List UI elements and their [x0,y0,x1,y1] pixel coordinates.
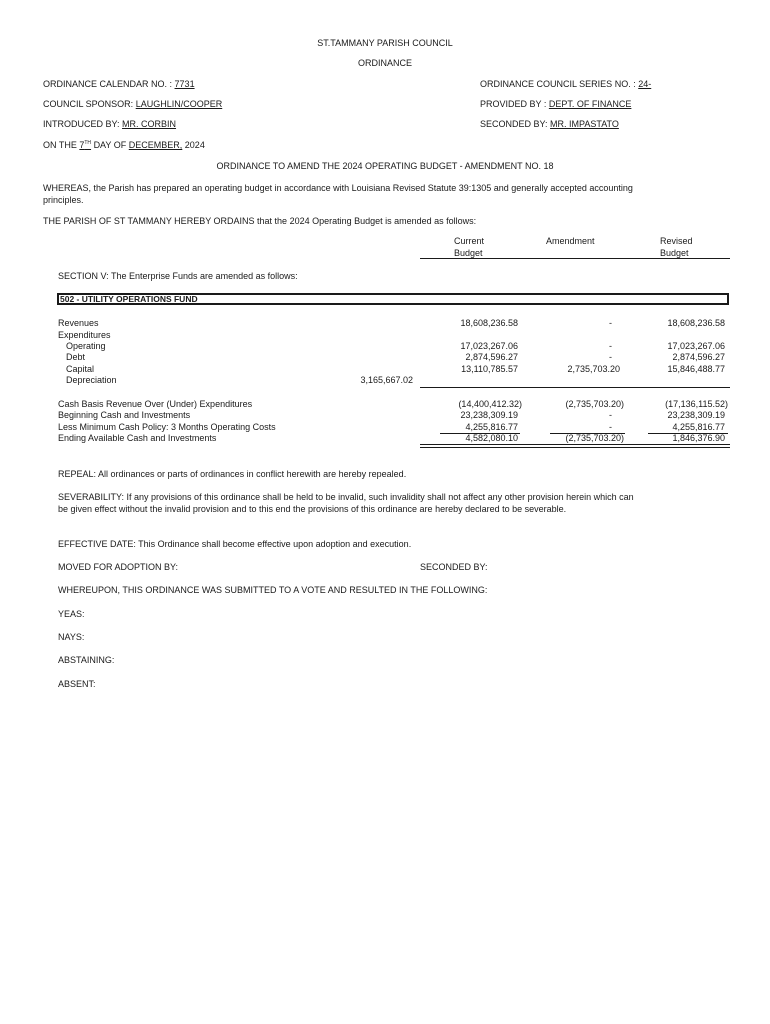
row-ending-revised: 1,846,376.90 [672,433,725,443]
calendar-label: ORDINANCE CALENDAR NO. : [43,79,173,89]
seconded-line [480,119,619,129]
fund-name: 502 - UTILITY OPERATIONS FUND [60,294,198,304]
introduced-value: MR. CORBIN [122,119,177,129]
org-title: ST.TAMMANY PARISH COUNCIL [317,38,453,48]
row-less-min-amend: - [609,422,612,432]
provided-value: DEPT. OF FINANCE [548,99,632,109]
row-ending-label: Ending Available Cash and Investments [58,433,217,443]
sponsor-label: COUNCIL SPONSOR: [43,99,134,109]
introduced-label: INTRODUCED BY: [43,119,120,129]
row-revenues-current: 18,608,236.58 [460,318,518,328]
row-cash-basis-amend: (2,735,703.20) [565,399,624,409]
row-capital-label: Capital [66,364,95,374]
introduced-line [43,119,176,129]
row-operating-amend: - [609,341,612,351]
provided-label: PROVIDED BY : [480,99,547,109]
row-capital-current: 13,110,785.57 [461,364,518,374]
absent-label: ABSENT: [58,679,96,689]
row-less-min-label: Less Minimum Cash Policy: 3 Months Operating Costs [58,422,276,432]
row-operating-current: 17,023,267.06 [460,341,518,351]
series-label: ORDINANCE COUNCIL SERIES NO. : [480,79,636,89]
date-prefix: ON THE [43,140,77,150]
row-beginning-label: Beginning Cash and Investments [58,410,191,420]
row-cash-basis-revised: (17,136,115.52) [665,399,728,409]
row-operating-label: Operating [66,341,106,351]
abstaining-label: ABSTAINING: [58,655,115,665]
row-ending-amend: (2,735,703.20) [565,433,624,443]
row-ending-current: 4,582,080.10 [465,433,518,443]
col-current-1: Current [454,236,485,246]
row-beginning-current: 23,238,309.19 [460,410,518,420]
yeas-label: YEAS: [58,609,85,619]
row-debt-revised: 2,874,596.27 [672,352,725,362]
row-less-min-current: 4,255,816.77 [465,422,518,432]
row-cash-basis-current: (14,400,412.32) [458,399,522,409]
sponsor-line [43,99,222,109]
calendar-no-line [43,79,195,89]
section-heading: SECTION V: The Enterprise Funds are amended as follows: [58,271,298,281]
row-less-min-revised: 4,255,816.77 [672,422,725,432]
date-month: DECEMBER, [128,140,183,150]
row-revenues-label: Revenues [58,318,99,328]
col-revised-1: Revised [660,236,693,246]
col-revised-2: Budget [660,248,689,258]
date-suffix: TH [84,140,92,146]
row-capital-amend: 2,735,703.20 [567,364,620,374]
row-beginning-revised: 23,238,309.19 [667,410,725,420]
seconded-by-vote: SECONDED BY: [420,562,488,572]
date-year: 2024 [184,140,205,150]
row-debt-amend: - [609,352,612,362]
row-depreciation-label: Depreciation [66,375,117,385]
repeal-text: REPEAL: All ordinances or parts of ordinances in conflict herewith are hereby repealed. [58,469,407,479]
col-amendment: Amendment [546,236,595,246]
seconded-label: SECONDED BY: [480,119,548,129]
expenditures-rule [420,387,730,388]
series-no: 24- [638,79,652,89]
seconded-value: MR. IMPASTATO [550,119,619,129]
row-beginning-amend: - [609,410,612,420]
header-rule [420,258,730,259]
doc-type: ORDINANCE [357,58,412,68]
effective-date-text: EFFECTIVE DATE: This Ordinance shall become effective upon adoption and execution. [58,539,412,549]
series-no-line [480,79,687,89]
fund-name-box [57,293,729,305]
whereupon-text: WHEREUPON, THIS ORDINANCE WAS SUBMITTED TO A VOTE AND RESULTED IN THE FOLLOWING: [58,585,488,595]
row-depreciation-value: 3,165,667.02 [360,375,413,385]
sponsor-value: LAUGHLIN/COOPER [135,99,223,109]
row-debt-label: Debt [66,352,86,362]
whereas-line-1: WHEREAS, the Parish has prepared an operating budget in accordance with Louisiana Revised Statute 39:1305 and generally accepted accounting [43,183,633,193]
severability-line-1: SEVERABILITY: If any provisions of this ordinance shall be held to be invalid, such invalidity shall not affect any other provision herein which can [58,492,634,502]
date-day: 7TH [79,140,92,150]
date-line [43,140,205,150]
calendar-no: 7731 [174,79,195,89]
row-debt-current: 2,874,596.27 [465,352,518,362]
row-revenues-amend: - [609,318,612,328]
row-revenues-revised: 18,608,236.58 [667,318,725,328]
row-cash-basis-label: Cash Basis Revenue Over (Under) Expenditures [58,399,253,409]
whereas-line-2: principles. [43,195,84,205]
ordains-text: THE PARISH OF ST TAMMANY HEREBY ORDAINS that the 2024 Operating Budget is amended as follows: [43,216,477,226]
ordinance-title: ORDINANCE TO AMEND THE 2024 OPERATING BUDGET - AMENDMENT NO. 18 [216,161,554,171]
moved-for-adoption: MOVED FOR ADOPTION BY: [58,562,179,572]
provided-line [480,99,631,109]
nays-label: NAYS: [58,632,85,642]
severability-line-2: be given effect without the invalid provision and to this end the provisions of this ordinance are hereby declared to be severable. [58,504,567,514]
row-operating-revised: 17,023,267.06 [667,341,725,351]
total-double-rule [420,444,730,448]
row-expenditures-label: Expenditures [58,330,111,340]
date-mid: DAY OF [93,140,127,150]
row-capital-revised: 15,846,488.77 [667,364,725,374]
col-current-2: Budget [454,248,483,258]
